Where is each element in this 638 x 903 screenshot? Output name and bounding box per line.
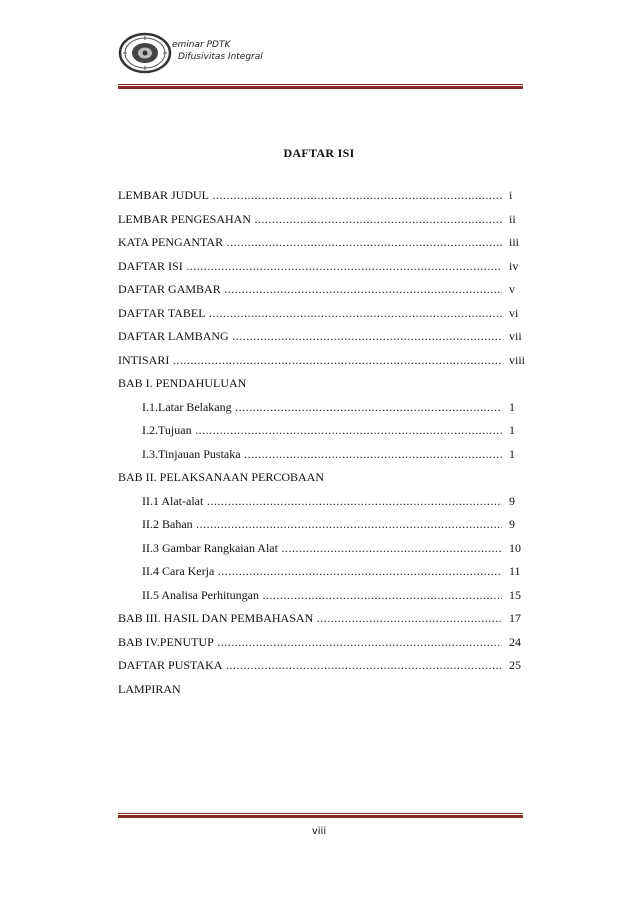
toc-entry-label: I.1.Latar Belakang ..... — [142, 400, 502, 415]
toc-entry-page: 1 — [509, 446, 515, 461]
toc-entry — [118, 255, 538, 279]
toc-entry-label: KATA PENGANTAR ..... — [118, 235, 502, 250]
toc-entry-label: DAFTAR LAMBANG ..... — [118, 329, 502, 344]
toc-entry — [118, 396, 538, 420]
toc-entry-label: LEMBAR JUDUL ..... — [118, 188, 502, 203]
toc-entry — [118, 560, 538, 584]
toc-entry-page: 11 — [509, 564, 521, 578]
toc-entry — [118, 584, 538, 608]
toc-entry-label: BAB IV.PENUTUP ..... — [118, 635, 502, 650]
toc-entry — [118, 678, 538, 702]
toc-entry — [118, 349, 538, 373]
toc-entry — [118, 372, 538, 396]
toc-entry-page: vi — [509, 305, 519, 320]
toc-entry-page: i — [509, 188, 513, 202]
toc-entry — [118, 654, 538, 678]
toc-entry-page: 24 — [509, 634, 521, 649]
toc-entry-label: LEMBAR PENGESAHAN ..... — [118, 212, 502, 227]
toc-entry-page: v — [509, 282, 515, 296]
toc-entry-label: DAFTAR GAMBAR ..... — [118, 282, 502, 297]
university-seal-icon — [118, 32, 172, 74]
toc-entry-label: II.3 Gambar Rangkaian Alat ..... — [142, 541, 502, 556]
toc-entry — [118, 466, 538, 490]
toc-entry-page: 1 — [509, 423, 515, 437]
toc-entry-page: iii — [509, 235, 520, 249]
toc-entry-page: ii — [509, 211, 516, 226]
toc-entry-label: II.1 Alat-alat ..... — [142, 494, 502, 509]
toc-entry-page: 10 — [509, 540, 521, 555]
toc-entry-label: INTISARI ..... — [118, 353, 502, 368]
toc-entry-page: 9 — [509, 493, 515, 508]
toc-entry-page: 17 — [509, 611, 521, 625]
toc-entry — [118, 302, 538, 326]
toc-entry — [118, 537, 538, 561]
header-divider — [118, 84, 523, 89]
toc-entry — [118, 184, 538, 208]
toc-entry-label: I.3.Tinjauan Pustaka ..... — [142, 447, 502, 462]
toc-entry — [118, 325, 538, 349]
toc-entry — [118, 231, 538, 255]
toc-entry — [118, 278, 538, 302]
table-of-contents — [118, 184, 538, 701]
toc-entry-page: iv — [509, 258, 519, 273]
toc-entry — [118, 208, 538, 232]
page-title: DAFTAR ISI — [283, 146, 355, 160]
toc-entry — [118, 419, 538, 443]
page-header — [118, 26, 518, 86]
toc-entry — [118, 490, 538, 514]
toc-entry-label: II.2 Bahan ..... — [142, 517, 502, 532]
toc-entry-label: I.2.Tujuan ..... — [142, 423, 502, 438]
toc-entry-page: 1 — [509, 399, 515, 414]
toc-entry-label: II.5 Analisa Perhitungan ..... — [142, 588, 502, 603]
toc-entry-label: II.4 Cara Kerja ..... — [142, 564, 502, 579]
header-seminar-label: eminar PDTK — [172, 40, 231, 50]
toc-entry — [118, 631, 538, 655]
toc-entry-page: viii — [509, 352, 526, 367]
toc-entry-label: BAB II. PELAKSANAAN PERCOBAAN — [118, 470, 325, 484]
toc-entry-page: vii — [509, 329, 522, 343]
toc-entry-page: 25 — [509, 658, 521, 672]
footer-divider — [118, 813, 523, 818]
toc-entry-label: BAB I. PENDAHULUAN — [118, 376, 247, 390]
toc-entry-label: LAMPIRAN — [118, 681, 181, 696]
toc-entry — [118, 513, 538, 537]
toc-entry-label: DAFTAR PUSTAKA ..... — [118, 658, 502, 673]
toc-entry-page: 15 — [509, 587, 521, 602]
toc-entry-page: 9 — [509, 517, 515, 531]
toc-entry-label: DAFTAR TABEL ..... — [118, 306, 502, 321]
header-topic-label: Difusivitas Integral — [178, 52, 263, 62]
toc-entry-label: DAFTAR ISI ..... — [118, 259, 502, 274]
toc-entry-label: BAB III. HASIL DAN PEMBAHASAN ..... — [118, 611, 502, 626]
page-number: viii — [311, 826, 327, 837]
toc-entry — [118, 443, 538, 467]
toc-entry — [118, 607, 538, 631]
